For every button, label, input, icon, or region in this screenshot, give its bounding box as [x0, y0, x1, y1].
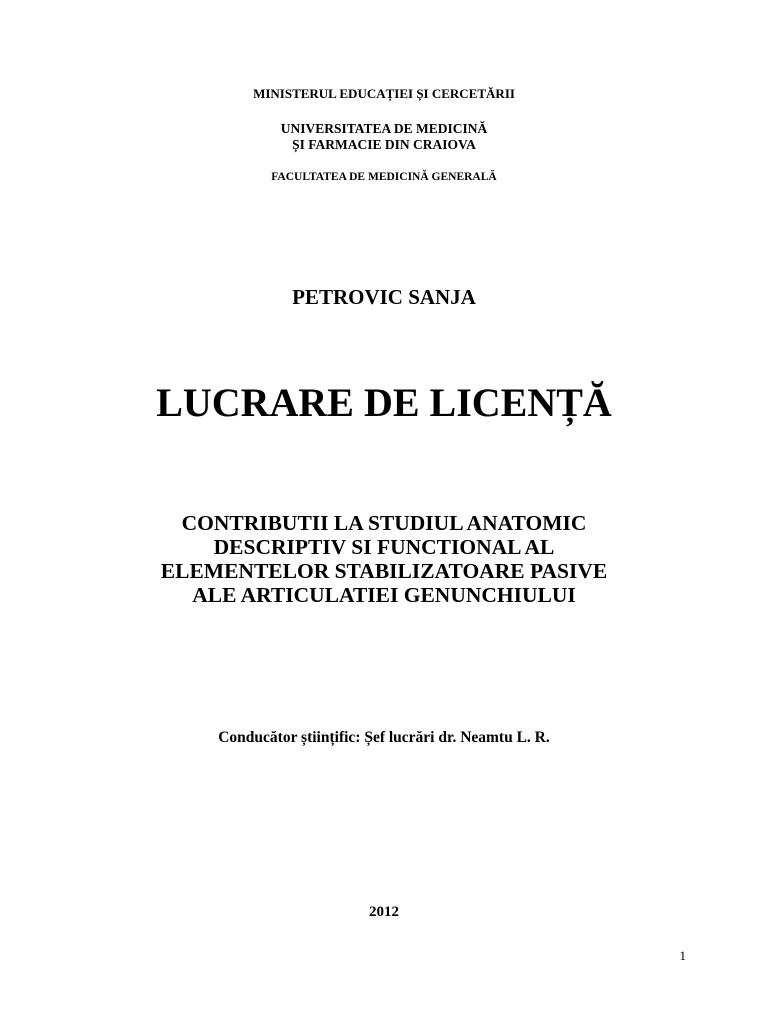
thesis-title-line-1: CONTRIBUTII LA STUDIUL ANATOMIC [181, 511, 587, 535]
university-name-line-2: ȘI FARMACIE DIN CRAIOVA [292, 137, 476, 152]
page-number: 1 [679, 948, 686, 963]
faculty-name: FACULTATEA DE MEDICINĂ GENERALĂ [271, 171, 497, 183]
thesis-title-line-4: ALE ARTICULATIEI GENUNCHIULUI [192, 583, 576, 607]
author-name: PETROVIC SANJA [292, 285, 476, 309]
university-name-line-1: UNIVERSITATEA DE MEDICINĂ [280, 121, 488, 136]
thesis-title-line-3: ELEMENTELOR STABILIZATOARE PASIVE [160, 559, 608, 583]
thesis-title-line-2: DESCRIPTIV SI FUNCTIONAL AL [213, 535, 555, 559]
ministry-name: MINISTERUL EDUCAȚIEI ȘI CERCETĂRII [253, 86, 515, 101]
thesis-type-heading: LUCRARE DE LICENȚĂ [156, 380, 612, 425]
year: 2012 [369, 904, 399, 920]
thesis-title [0, 511, 768, 607]
supervisor-line: Conducător științific: Șef lucrări dr. Neamtu L. R. [218, 729, 550, 746]
